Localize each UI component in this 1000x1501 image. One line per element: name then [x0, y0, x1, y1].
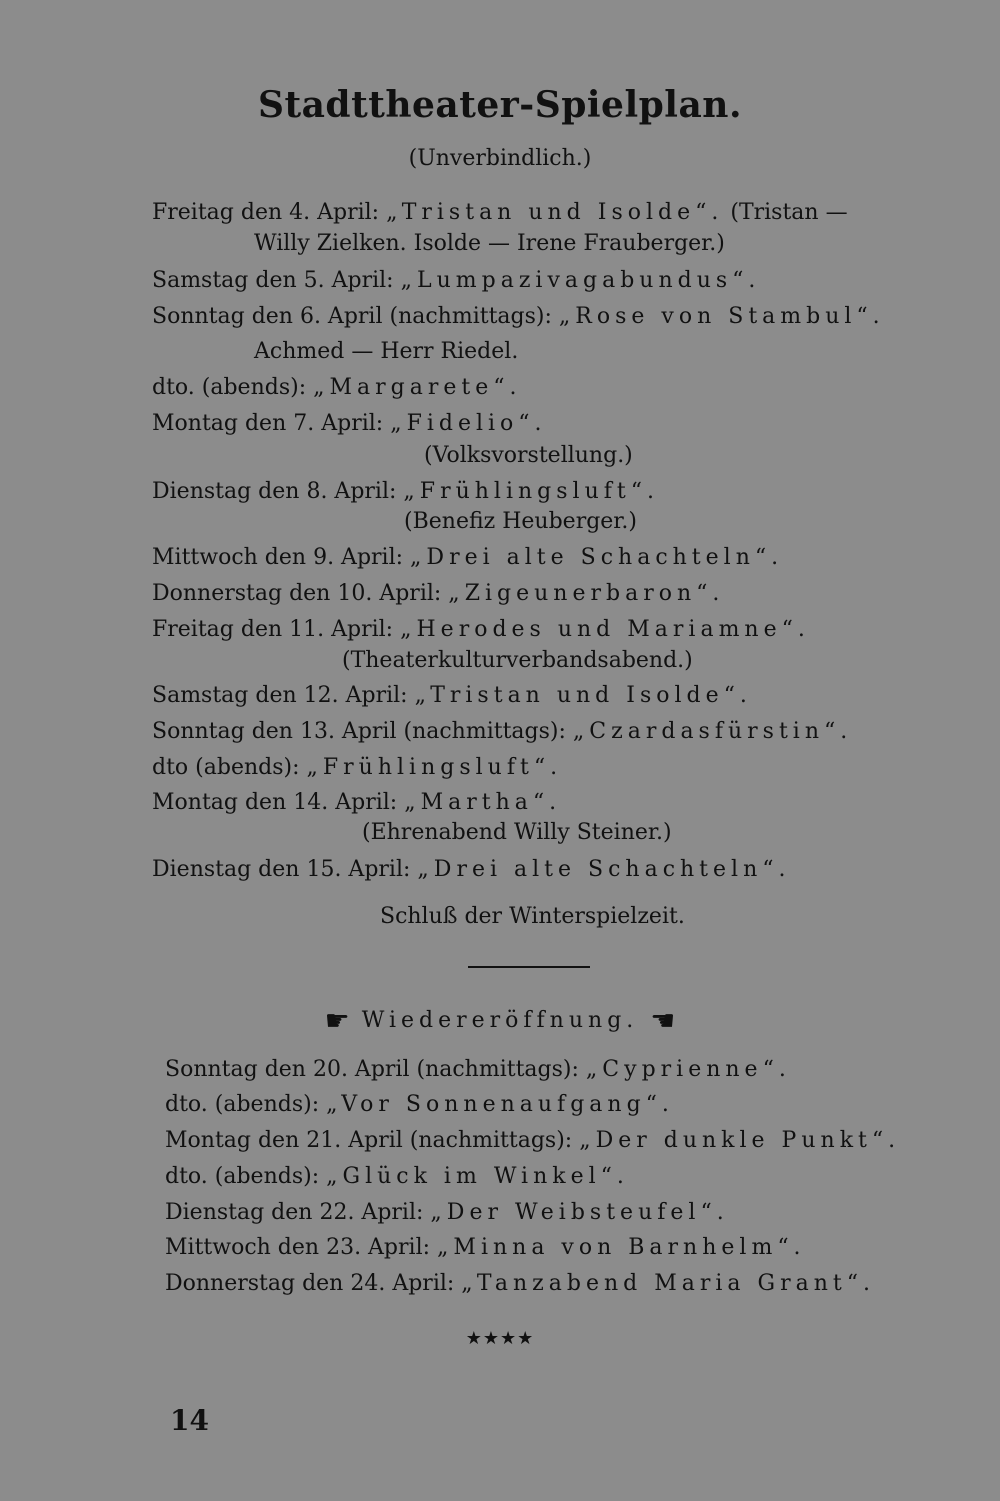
season-closing-note: Schluß der Winterspielzeit.: [380, 904, 685, 929]
schedule-line: [152, 198, 848, 228]
schedule-play: „Tristan und Isolde“.: [386, 200, 724, 225]
schedule-play: „Tanzabend Maria Grant“.: [461, 1271, 875, 1296]
pointing-hand-left-icon: ☚: [650, 1004, 676, 1037]
schedule-date: Dienstag den 22. April:: [165, 1200, 431, 1225]
schedule-date: dto. (abends):: [165, 1164, 327, 1189]
schedule-date: dto (abends):: [152, 755, 307, 780]
schedule-date: Donnerstag den 10. April:: [152, 581, 449, 606]
reopening-label: Wiedereröffnung.: [361, 1008, 639, 1033]
schedule-date: Donnerstag den 24. April:: [165, 1271, 462, 1296]
schedule-date: Sonntag den 6. April (nachmittags):: [152, 304, 559, 329]
schedule-play: „Drei alte Schachteln“.: [417, 857, 791, 882]
schedule-play: „Herodes und Mariamne“.: [400, 617, 810, 642]
schedule-date: Samstag den 5. April:: [152, 268, 401, 293]
schedule-line: [152, 441, 633, 471]
schedule-line: [165, 1269, 875, 1299]
schedule-play: „Tristan und Isolde“.: [414, 683, 752, 708]
pointing-hand-right-icon: ☛: [324, 1004, 350, 1037]
schedule-line: [152, 337, 518, 367]
schedule-line: [165, 1090, 674, 1120]
schedule-date: Montag den 21. April (nachmittags):: [165, 1128, 580, 1153]
schedule-play: „Zigeunerbaron“.: [448, 581, 725, 606]
schedule-line: [152, 788, 561, 818]
schedule-line: [165, 1198, 729, 1228]
page-title: Stadttheater-Spielplan.: [257, 84, 743, 126]
schedule-note: (Benefiz Heuberger.): [404, 509, 637, 534]
schedule-date: Freitag den 4. April:: [152, 200, 387, 225]
page-subtitle: (Unverbindlich.): [408, 146, 592, 171]
schedule-note: (Volksvorstellung.): [424, 443, 633, 468]
schedule-line: [152, 579, 724, 609]
schedule-play: „Vor Sonnenaufgang“.: [326, 1092, 674, 1117]
schedule-date: Montag den 14. April:: [152, 790, 405, 815]
schedule-line: [152, 302, 885, 332]
schedule-date: Dienstag den 8. April:: [152, 479, 404, 504]
page-number: 14: [170, 1404, 209, 1437]
reopening-heading: [0, 1004, 1000, 1037]
schedule-play: „Der dunkle Punkt“.: [579, 1128, 901, 1153]
schedule-date: dto. (abends):: [152, 375, 314, 400]
schedule-play: „Cyprienne“.: [585, 1057, 791, 1082]
schedule-line: [165, 1233, 806, 1263]
schedule-date: dto. (abends):: [165, 1092, 327, 1117]
schedule-play: „Lumpazivagabundus“.: [400, 268, 761, 293]
schedule-line: [152, 409, 547, 439]
schedule-date: Samstag den 12. April:: [152, 683, 415, 708]
schedule-play: „Margarete“.: [313, 375, 522, 400]
schedule-note: Willy Zielken. Isolde — Irene Frauberger.): [254, 231, 725, 256]
schedule-note: Achmed — Herr Riedel.: [254, 339, 519, 364]
schedule-date: Montag den 7. April:: [152, 411, 391, 436]
schedule-line: [152, 818, 672, 848]
schedule-line: [152, 477, 659, 507]
schedule-date: Sonntag den 13. April (nachmittags):: [152, 719, 573, 744]
schedule-line: [152, 681, 752, 711]
schedule-line: [152, 266, 760, 296]
schedule-line: [152, 373, 522, 403]
schedule-note: (Theaterkulturverbandsabend.): [342, 648, 693, 673]
schedule-line: [152, 717, 852, 747]
schedule-line: [152, 855, 791, 885]
schedule-play: „Glück im Winkel“.: [326, 1164, 629, 1189]
schedule-play: „Minna von Barnhelm“.: [437, 1235, 806, 1260]
schedule-play: „Czardasfürstin“.: [572, 719, 853, 744]
schedule-date: Mittwoch den 23. April:: [165, 1235, 438, 1260]
schedule-play: „Frühlingsluft“.: [306, 755, 563, 780]
schedule-line: [165, 1162, 629, 1192]
schedule-play: „Fidelio“.: [390, 411, 547, 436]
schedule-line: [152, 615, 810, 645]
schedule-play: „Frühlingsluft“.: [403, 479, 659, 504]
schedule-date: Freitag den 11. April:: [152, 617, 401, 642]
schedule-note: (Tristan —: [723, 200, 848, 225]
section-divider: [468, 966, 590, 968]
schedule-note: (Ehrenabend Willy Steiner.): [362, 820, 672, 845]
schedule-line: [152, 507, 637, 537]
schedule-play: „Der Weibsteufel“.: [430, 1200, 729, 1225]
schedule-line: [152, 229, 725, 259]
schedule-line: [152, 646, 693, 676]
schedule-date: Mittwoch den 9. April:: [152, 545, 411, 570]
schedule-line: [165, 1126, 900, 1156]
schedule-play: „Rose von Stambul“.: [558, 304, 885, 329]
stars-ornament: ★★★★: [465, 1328, 535, 1349]
schedule-play: „Drei alte Schachteln“.: [410, 545, 784, 570]
schedule-line: [165, 1055, 791, 1085]
schedule-line: [152, 753, 562, 783]
schedule-date: Dienstag den 15. April:: [152, 857, 418, 882]
schedule-play: „Martha“.: [404, 790, 562, 815]
schedule-date: Sonntag den 20. April (nachmittags):: [165, 1057, 586, 1082]
schedule-line: [152, 543, 783, 573]
